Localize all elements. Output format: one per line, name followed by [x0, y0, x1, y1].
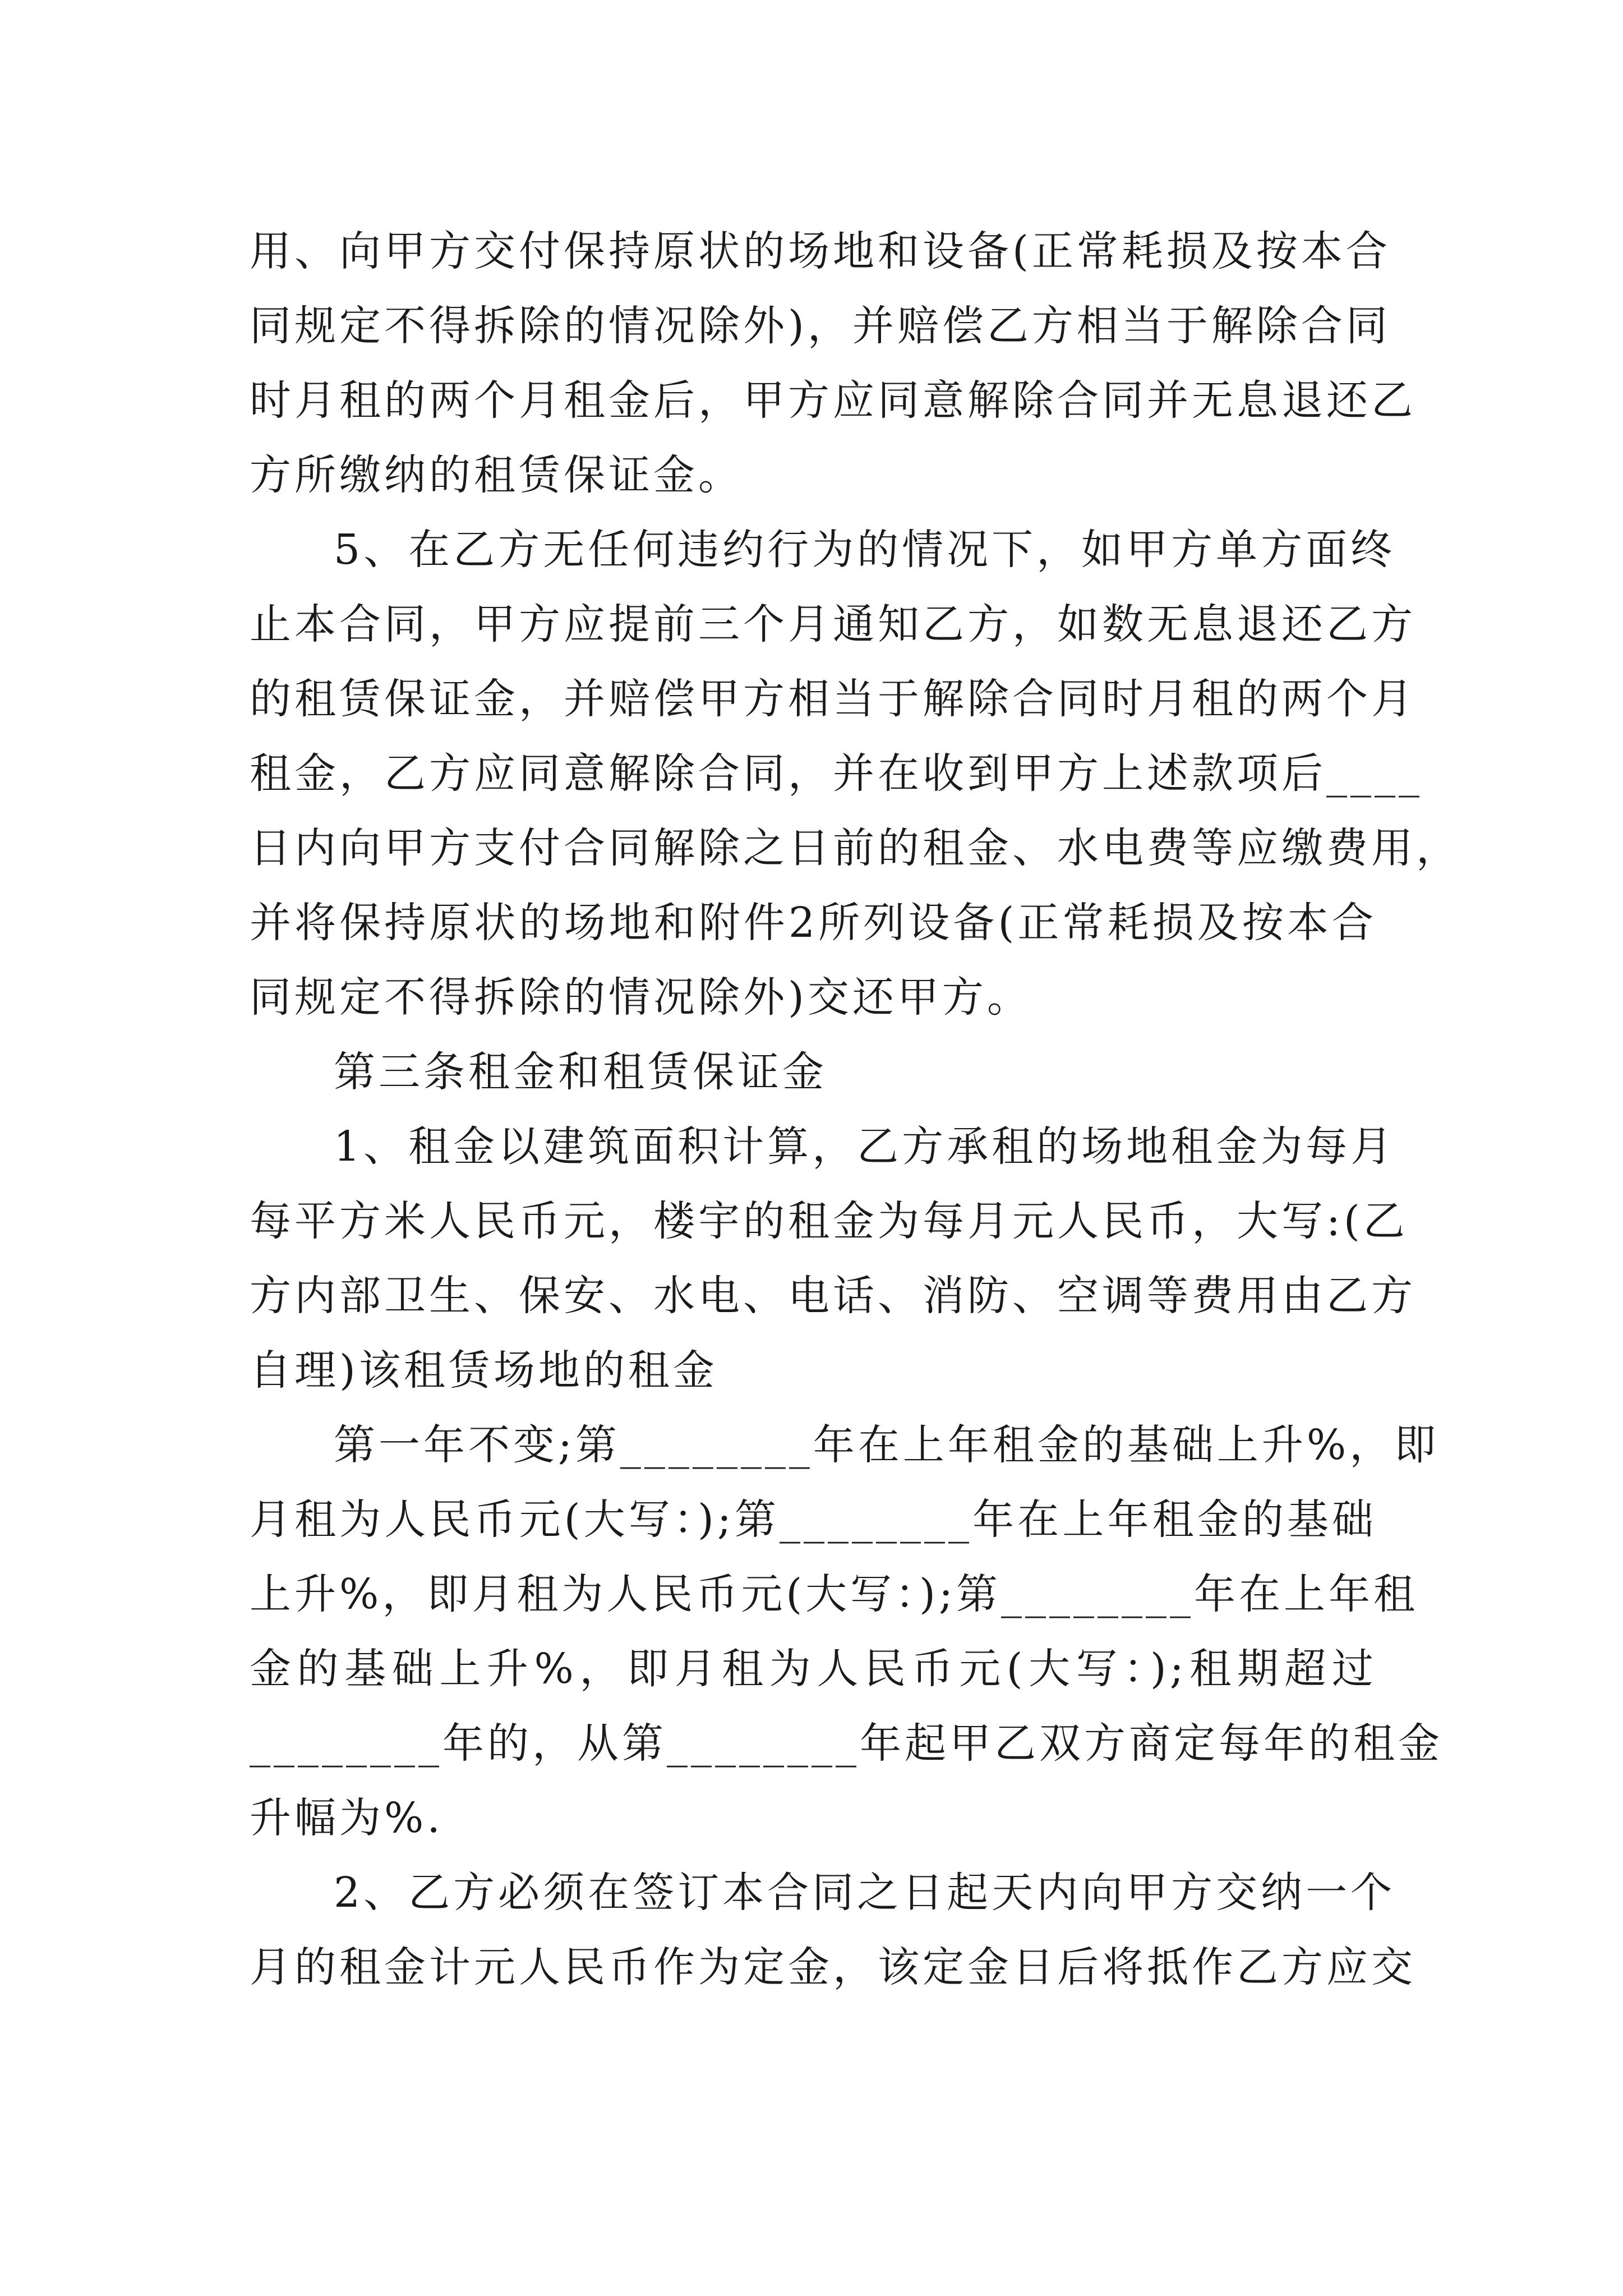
- text-line: 月的租金计元人民币作为定金，该定金日后将抵作乙方应交: [250, 1943, 1416, 1991]
- text-line: 每平方米人民币元，楼宇的租金为每月元人民币，大写:(乙: [250, 1197, 1408, 1245]
- text-line: 2、乙方必须在签订本合同之日起天内向甲方交纳一个: [334, 1869, 1396, 1917]
- text-line: 方内部卫生、保安、水电、电话、消防、空调等费用由乙方: [250, 1272, 1416, 1320]
- text-line: 并将保持原状的场地和附件2所列设备(正常耗损及按本合: [250, 899, 1377, 947]
- text-line: 方所缴纳的租赁保证金。: [250, 451, 743, 499]
- text-line: 租金，乙方应同意解除合同，并在收到甲方上述款项后____: [250, 749, 1423, 798]
- text-line: ________年的，从第________年起甲乙双方商定每年的租金: [250, 1719, 1443, 1768]
- section-heading: 第三条租金和租赁保证金: [334, 1048, 827, 1096]
- text-line: 用、向甲方交付保持原状的场地和设备(正常耗损及按本合: [250, 227, 1391, 275]
- text-line: 时月租的两个月租金后，甲方应同意解除合同并无息退还乙: [250, 376, 1416, 425]
- text-line: 升幅为%.: [250, 1794, 444, 1842]
- text-line: 同规定不得拆除的情况除外)，并赔偿乙方相当于解除合同: [250, 302, 1391, 350]
- text-line: 1、租金以建筑面积计算，乙方承租的场地租金为每月: [334, 1122, 1396, 1171]
- text-line: 自理)该租赁场地的租金: [250, 1346, 718, 1395]
- text-line: 的租赁保证金，并赔偿甲方相当于解除合同时月租的两个月: [250, 675, 1416, 723]
- text-line: 上升%，即月租为人民币元(大写：);第________年在上年租: [250, 1570, 1418, 1618]
- text-line: 金的基础上升%，即月租为人民币元(大写：);租期超过: [250, 1645, 1377, 1693]
- text-line: 5、在乙方无任何违约行为的情况下，如甲方单方面终: [334, 526, 1396, 574]
- text-line: 日内向甲方支付合同解除之日前的租金、水电费等应缴费用，: [250, 824, 1461, 872]
- text-line: 止本合同，甲方应提前三个月通知乙方，如数无息退还乙方: [250, 600, 1416, 648]
- text-line: 同规定不得拆除的情况除外)交还甲方。: [250, 973, 1032, 1022]
- text-line: 月租为人民币元(大写：);第________年在上年租金的基础: [250, 1496, 1377, 1544]
- text-line: 第一年不变;第________年在上年租金的基础上升%，即: [334, 1421, 1440, 1469]
